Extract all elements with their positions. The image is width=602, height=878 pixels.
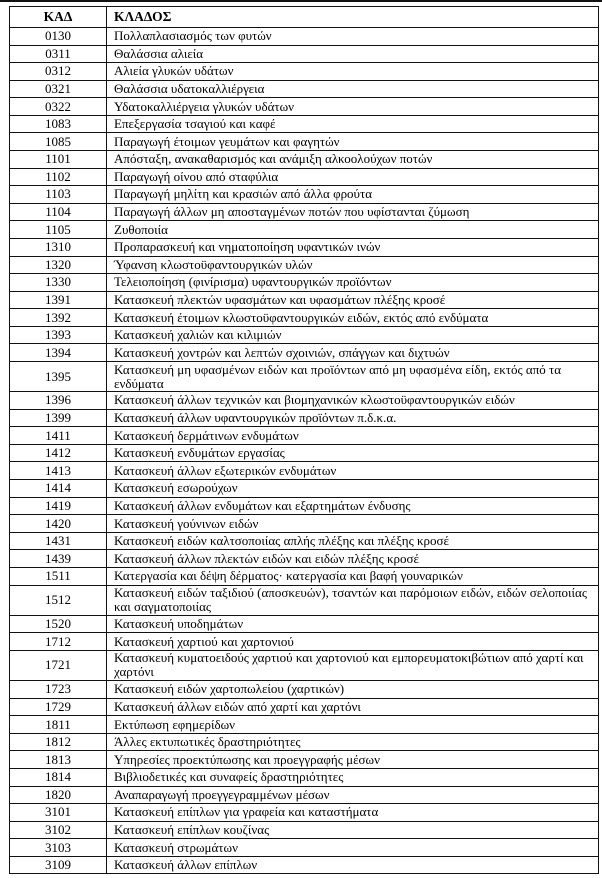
- kad-code-cell: 3103: [10, 839, 107, 857]
- kad-sector-cell: Κατασκευή στρωμάτων: [107, 839, 599, 857]
- kad-sector-cell: Προπαρασκευή και νηματοποίηση υφαντικών ινών: [107, 238, 599, 256]
- table-row: [10, 768, 599, 786]
- table-row: [10, 203, 599, 221]
- kad-sector-cell: Κατασκευή ειδών ταξιδιού (αποσκευών), τσαντών και παρόμοιων ειδών, ειδών σελοποιίας και σαγματοποιίας: [107, 585, 599, 615]
- table-row: [10, 291, 599, 309]
- kad-code-cell: 1811: [10, 716, 107, 734]
- kad-sector-cell: Ύφανση κλωστοϋφαντουργικών υλών: [107, 256, 599, 274]
- kad-code-cell: 1392: [10, 309, 107, 327]
- kad-code-cell: 1394: [10, 344, 107, 362]
- kad-sector-cell: Κατασκευή άλλων εξωτερικών ενδυμάτων: [107, 462, 599, 480]
- table-row: [10, 497, 599, 515]
- kad-code-cell: 1820: [10, 786, 107, 804]
- kad-sector-cell: Κατασκευή έτοιμων κλωστοϋφαντουργικών ειδών, εκτός από ενδύματα: [107, 309, 599, 327]
- kad-sector-cell: Κατασκευή ειδών χαρτοπωλείου (χαρτικών): [107, 681, 599, 699]
- table-row: [10, 615, 599, 633]
- kad-sector-cell: Απόσταξη, ανακαθαρισμός και ανάμιξη αλκοολούχων ποτών: [107, 151, 599, 169]
- kad-sector-cell: Υπηρεσίες προεκτύπωσης και προεγγραφής μέσων: [107, 751, 599, 769]
- table-row: [10, 698, 599, 716]
- kad-sector-cell: Τελειοποίηση (φινίρισμα) υφαντουργικών προϊόντων: [107, 274, 599, 292]
- table-row: [10, 856, 599, 874]
- kad-code-cell: 0321: [10, 80, 107, 98]
- table-row: [10, 361, 599, 391]
- kad-sector-cell: Κατασκευή δερμάτινων ενδυμάτων: [107, 427, 599, 445]
- kad-code-cell: 0312: [10, 63, 107, 81]
- kad-code-cell: 1712: [10, 633, 107, 651]
- table-row: [10, 567, 599, 585]
- kad-code-cell: 0322: [10, 98, 107, 116]
- kad-code-cell: 1395: [10, 361, 107, 391]
- table-row: [10, 344, 599, 362]
- table-row: [10, 392, 599, 410]
- kad-code-cell: 1320: [10, 256, 107, 274]
- kad-code-cell: 1399: [10, 409, 107, 427]
- table-row: [10, 45, 599, 63]
- table-row: [10, 151, 599, 169]
- kad-code-cell: 1420: [10, 515, 107, 533]
- kad-code-cell: 1393: [10, 326, 107, 344]
- kad-sector-cell: Κατασκευή άλλων ενδυμάτων και εξαρτημάτων ένδυσης: [107, 497, 599, 515]
- kad-sector-cell: Κατασκευή άλλων επίπλων: [107, 856, 599, 874]
- table-row: [10, 650, 599, 680]
- kad-code-cell: 3101: [10, 804, 107, 822]
- kad-sector-cell: Κατασκευή υποδημάτων: [107, 615, 599, 633]
- kad-code-cell: 1330: [10, 274, 107, 292]
- table-row: [10, 716, 599, 734]
- kad-code-cell: 1105: [10, 221, 107, 239]
- kad-sector-cell: Αναπαραγωγή προεγγεγραμμένων μέσων: [107, 786, 599, 804]
- table-row: [10, 115, 599, 133]
- kad-sector-cell: Κατασκευή κυματοειδούς χαρτιού και χαρτονιού και εμπορευματοκιβώτιων από χαρτί και χαρτόνι: [107, 650, 599, 680]
- kad-sector-cell: Κατασκευή επίπλων για γραφεία και καταστήματα: [107, 804, 599, 822]
- kad-code-cell: 1721: [10, 650, 107, 680]
- table-row: [10, 515, 599, 533]
- kad-code-cell: 1310: [10, 238, 107, 256]
- table-row: [10, 585, 599, 615]
- kad-code-cell: 1104: [10, 203, 107, 221]
- column-header-kad: ΚΑΔ: [10, 7, 107, 28]
- kad-sector-cell: Κατασκευή άλλων υφαντουργικών προϊόντων π.δ.κ.α.: [107, 409, 599, 427]
- kad-sector-cell: Κατασκευή ειδών καλτσοποιίας απλής πλέξης και πλέξης κροσέ: [107, 532, 599, 550]
- kad-sector-cell: Κατασκευή ενδυμάτων εργασίας: [107, 444, 599, 462]
- table-row: [10, 427, 599, 445]
- kad-code-cell: 1101: [10, 151, 107, 169]
- kad-sector-cell: Παραγωγή έτοιμων γευμάτων και φαγητών: [107, 133, 599, 151]
- table-row: [10, 168, 599, 186]
- kad-code-cell: 1391: [10, 291, 107, 309]
- kad-code-cell: 0311: [10, 45, 107, 63]
- table-row: [10, 63, 599, 81]
- kad-code-cell: 1411: [10, 427, 107, 445]
- kad-code-cell: 1419: [10, 497, 107, 515]
- table-row: [10, 309, 599, 327]
- kad-sector-cell: Πολλαπλασιασμός των φυτών: [107, 28, 599, 46]
- kad-code-cell: 1812: [10, 733, 107, 751]
- kad-table-body: [10, 28, 599, 874]
- kad-sector-cell: Κατασκευή άλλων τεχνικών και βιομηχανικών κλωστοϋφαντουργικών ειδών: [107, 392, 599, 410]
- kad-code-cell: 3109: [10, 856, 107, 874]
- kad-sector-cell: Παραγωγή οίνου από σταφύλια: [107, 168, 599, 186]
- table-row: [10, 238, 599, 256]
- table-row: [10, 786, 599, 804]
- table-row: [10, 28, 599, 46]
- kad-sector-cell: Κατασκευή πλεκτών υφασμάτων και υφασμάτων πλέξης κροσέ: [107, 291, 599, 309]
- kad-code-cell: 1520: [10, 615, 107, 633]
- table-row: [10, 98, 599, 116]
- kad-sector-cell: Υδατοκαλλιέργεια γλυκών υδάτων: [107, 98, 599, 116]
- kad-code-cell: 1412: [10, 444, 107, 462]
- kad-sector-cell: Βιβλιοδετικές και συναφείς δραστηριότητες: [107, 768, 599, 786]
- table-row: [10, 821, 599, 839]
- kad-sector-cell: Κατασκευή χαλιών και κιλιμιών: [107, 326, 599, 344]
- kad-code-cell: 1396: [10, 392, 107, 410]
- kad-sector-cell: Θαλάσσια αλιεία: [107, 45, 599, 63]
- kad-sector-cell: Παραγωγή μηλίτη και κρασιών από άλλα φρούτα: [107, 186, 599, 204]
- kad-code-cell: 1729: [10, 698, 107, 716]
- table-row: [10, 804, 599, 822]
- kad-code-cell: 1511: [10, 567, 107, 585]
- table-row: [10, 681, 599, 699]
- kad-code-cell: 1102: [10, 168, 107, 186]
- table-row: [10, 839, 599, 857]
- kad-code-cell: 1085: [10, 133, 107, 151]
- table-row: [10, 550, 599, 568]
- column-header-klados: ΚΛΑΔΟΣ: [107, 7, 599, 28]
- kad-code-cell: 1813: [10, 751, 107, 769]
- table-row: [10, 409, 599, 427]
- table-row: [10, 274, 599, 292]
- kad-sector-cell: Κατασκευή επίπλων κουζίνας: [107, 821, 599, 839]
- kad-sector-cell: Αλιεία γλυκών υδάτων: [107, 63, 599, 81]
- header-row: [10, 7, 599, 28]
- table-row: [10, 462, 599, 480]
- table-row: [10, 186, 599, 204]
- kad-sector-cell: Παραγωγή άλλων μη αποσταγμένων ποτών που υφίστανται ζύμωση: [107, 203, 599, 221]
- kad-code-cell: 1103: [10, 186, 107, 204]
- kad-sector-cell: Κατασκευή χαρτιού και χαρτονιού: [107, 633, 599, 651]
- kad-sector-cell: Κατασκευή χοντρών και λεπτών σχοινιών, σπάγγων και διχτυών: [107, 344, 599, 362]
- kad-table: [9, 6, 599, 874]
- kad-sector-cell: Κατεργασία και δέψη δέρματος· κατεργασία και βαφή γουναρικών: [107, 567, 599, 585]
- kad-sector-cell: Κατασκευή άλλων πλεκτών ειδών και ειδών πλέξης κροσέ: [107, 550, 599, 568]
- table-row: [10, 221, 599, 239]
- kad-sector-cell: Κατασκευή γούνινων ειδών: [107, 515, 599, 533]
- kad-code-cell: 1512: [10, 585, 107, 615]
- kad-code-cell: 1814: [10, 768, 107, 786]
- kad-code-cell: 1439: [10, 550, 107, 568]
- table-row: [10, 751, 599, 769]
- kad-sector-cell: Άλλες εκτυπωτικές δραστηριότητες: [107, 733, 599, 751]
- kad-table-header: [10, 7, 599, 28]
- kad-sector-cell: Θαλάσσια υδατοκαλλιέργεια: [107, 80, 599, 98]
- table-row: [10, 532, 599, 550]
- table-row: [10, 480, 599, 498]
- table-row: [10, 444, 599, 462]
- kad-sector-cell: Επεξεργασία τσαγιού και καφέ: [107, 115, 599, 133]
- table-row: [10, 633, 599, 651]
- kad-code-cell: 1431: [10, 532, 107, 550]
- kad-sector-cell: Κατασκευή μη υφασμένων ειδών και προϊόντων από μη υφασμένα είδη, εκτός από τα ενδύματα: [107, 361, 599, 391]
- table-row: [10, 326, 599, 344]
- table-row: [10, 80, 599, 98]
- table-row: [10, 133, 599, 151]
- kad-sector-cell: Εκτύπωση εφημερίδων: [107, 716, 599, 734]
- table-row: [10, 733, 599, 751]
- kad-sector-cell: Ζυθοποιία: [107, 221, 599, 239]
- kad-code-cell: 1414: [10, 480, 107, 498]
- table-row: [10, 256, 599, 274]
- kad-code-cell: 0130: [10, 28, 107, 46]
- kad-code-cell: 3102: [10, 821, 107, 839]
- top-crop-line: [0, 0, 602, 2]
- kad-sector-cell: Κατασκευή εσωρούχων: [107, 480, 599, 498]
- kad-code-cell: 1723: [10, 681, 107, 699]
- kad-code-cell: 1083: [10, 115, 107, 133]
- kad-sector-cell: Κατασκευή άλλων ειδών από χαρτί και χαρτόνι: [107, 698, 599, 716]
- kad-code-cell: 1413: [10, 462, 107, 480]
